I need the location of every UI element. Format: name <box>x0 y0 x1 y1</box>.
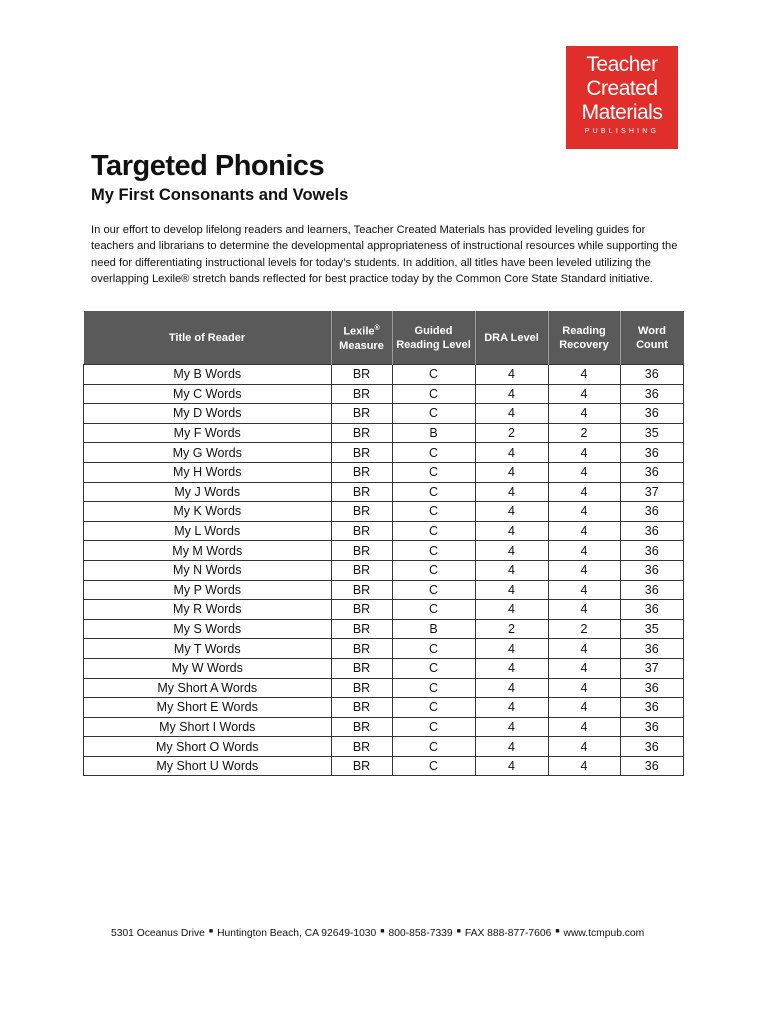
cell-title: My C Words <box>84 384 332 404</box>
cell-dra: 4 <box>475 698 548 718</box>
footer-separator: ■ <box>380 928 385 935</box>
cell-reading-recovery: 4 <box>548 541 620 561</box>
cell-dra: 4 <box>475 404 548 424</box>
table-body <box>84 365 684 776</box>
table-row <box>84 541 684 561</box>
table-row <box>84 384 684 404</box>
table-row <box>84 580 684 600</box>
cell-guided-reading: C <box>392 502 475 522</box>
cell-lexile: BR <box>331 698 392 718</box>
header-title-of-reader: Title of Reader <box>84 311 332 365</box>
cell-lexile: BR <box>331 619 392 639</box>
cell-title: My Short A Words <box>84 678 332 698</box>
cell-dra: 4 <box>475 580 548 600</box>
cell-reading-recovery: 4 <box>548 404 620 424</box>
cell-reading-recovery: 4 <box>548 462 620 482</box>
cell-word-count: 36 <box>620 717 684 737</box>
cell-title: My R Words <box>84 600 332 620</box>
cell-dra: 2 <box>475 619 548 639</box>
cell-word-count: 36 <box>620 365 684 385</box>
leveling-table <box>83 311 684 776</box>
cell-title: My N Words <box>84 560 332 580</box>
brand-line-2: Created <box>586 77 658 100</box>
cell-dra: 4 <box>475 560 548 580</box>
cell-word-count: 37 <box>620 658 684 678</box>
cell-title: My B Words <box>84 365 332 385</box>
cell-lexile: BR <box>331 737 392 757</box>
cell-title: My P Words <box>84 580 332 600</box>
cell-dra: 4 <box>475 717 548 737</box>
cell-reading-recovery: 4 <box>548 365 620 385</box>
table-row <box>84 443 684 463</box>
cell-reading-recovery: 2 <box>548 619 620 639</box>
cell-reading-recovery: 2 <box>548 423 620 443</box>
cell-guided-reading: C <box>392 678 475 698</box>
cell-title: My Short U Words <box>84 756 332 776</box>
intro-paragraph: In our effort to develop lifelong readers and learners, Teacher Created Materials has provided leveling guides for teachers and librarians to determine the developmental appropriateness of instructional resources while supporting the need for differentiating instructional levels for today’s students. In addition, all titles have been leveled utilizing the overlapping Lexile® stretch bands reflected for best practice today by the Common Core State Standard initiative. <box>91 224 678 286</box>
page-subtitle: My First Consonants and Vowels <box>91 186 349 204</box>
cell-title: My F Words <box>84 423 332 443</box>
footer-city: Huntington Beach, CA 92649-1030 <box>217 928 377 939</box>
cell-lexile: BR <box>331 580 392 600</box>
cell-title: My D Words <box>84 404 332 424</box>
table-row <box>84 639 684 659</box>
header-dra-level: DRA Level <box>475 311 548 365</box>
cell-guided-reading: C <box>392 521 475 541</box>
footer-address: 5301 Oceanus Drive <box>111 928 205 939</box>
cell-guided-reading: C <box>392 384 475 404</box>
cell-dra: 4 <box>475 384 548 404</box>
header-lexile <box>331 311 392 365</box>
registered-mark: ® <box>374 325 380 333</box>
cell-reading-recovery: 4 <box>548 678 620 698</box>
header-reading-recovery: Reading Recovery <box>548 311 620 365</box>
table-row <box>84 404 684 424</box>
cell-guided-reading: C <box>392 737 475 757</box>
header-guided-reading: Guided Reading Level <box>392 311 475 365</box>
table-row <box>84 560 684 580</box>
cell-word-count: 36 <box>620 541 684 561</box>
cell-guided-reading: C <box>392 560 475 580</box>
cell-title: My T Words <box>84 639 332 659</box>
cell-reading-recovery: 4 <box>548 384 620 404</box>
cell-title: My Short I Words <box>84 717 332 737</box>
table-row <box>84 482 684 502</box>
cell-lexile: BR <box>331 541 392 561</box>
table-row <box>84 423 684 443</box>
table-row <box>84 619 684 639</box>
cell-guided-reading: C <box>392 756 475 776</box>
cell-dra: 4 <box>475 482 548 502</box>
cell-reading-recovery: 4 <box>548 502 620 522</box>
cell-word-count: 36 <box>620 639 684 659</box>
cell-reading-recovery: 4 <box>548 658 620 678</box>
cell-lexile: BR <box>331 639 392 659</box>
cell-reading-recovery: 4 <box>548 521 620 541</box>
table-row <box>84 717 684 737</box>
cell-guided-reading: B <box>392 619 475 639</box>
table-row <box>84 698 684 718</box>
footer-separator: ■ <box>208 928 214 935</box>
cell-word-count: 35 <box>620 423 684 443</box>
cell-word-count: 36 <box>620 521 684 541</box>
cell-lexile: BR <box>331 717 392 737</box>
cell-lexile: BR <box>331 423 392 443</box>
cell-title: My L Words <box>84 521 332 541</box>
cell-reading-recovery: 4 <box>548 698 620 718</box>
cell-word-count: 37 <box>620 482 684 502</box>
cell-guided-reading: C <box>392 404 475 424</box>
cell-lexile: BR <box>331 560 392 580</box>
cell-dra: 2 <box>475 423 548 443</box>
cell-lexile: BR <box>331 521 392 541</box>
brand-line-1: Teacher <box>586 53 658 76</box>
cell-guided-reading: C <box>392 580 475 600</box>
cell-word-count: 36 <box>620 404 684 424</box>
cell-reading-recovery: 4 <box>548 600 620 620</box>
footer-separator: ■ <box>555 928 560 935</box>
header-word-count: Word Count <box>620 311 684 365</box>
cell-lexile: BR <box>331 482 392 502</box>
cell-reading-recovery: 4 <box>548 717 620 737</box>
cell-word-count: 36 <box>620 737 684 757</box>
brand-logo <box>566 46 678 149</box>
cell-dra: 4 <box>475 502 548 522</box>
table-row <box>84 756 684 776</box>
footer-phone: 800-858-7339 <box>388 928 453 939</box>
cell-guided-reading: C <box>392 717 475 737</box>
cell-dra: 4 <box>475 737 548 757</box>
footer-website: www.tcmpub.com <box>563 928 645 939</box>
cell-title: My G Words <box>84 443 332 463</box>
cell-dra: 4 <box>475 521 548 541</box>
footer-contact <box>111 928 644 939</box>
cell-lexile: BR <box>331 384 392 404</box>
header-lexile-measure: Measure <box>339 339 384 352</box>
footer-separator: ■ <box>456 928 461 935</box>
table-header-row <box>84 311 684 365</box>
cell-word-count: 36 <box>620 678 684 698</box>
cell-title: My H Words <box>84 462 332 482</box>
cell-dra: 4 <box>475 658 548 678</box>
cell-dra: 4 <box>475 541 548 561</box>
cell-lexile: BR <box>331 443 392 463</box>
cell-word-count: 36 <box>620 443 684 463</box>
cell-reading-recovery: 4 <box>548 737 620 757</box>
footer-fax: FAX 888-877-7606 <box>464 928 552 939</box>
cell-title: My S Words <box>84 619 332 639</box>
table-row <box>84 658 684 678</box>
table-row <box>84 737 684 757</box>
brand-line-3: Materials <box>581 101 663 124</box>
cell-dra: 4 <box>475 443 548 463</box>
cell-guided-reading: C <box>392 600 475 620</box>
cell-word-count: 36 <box>620 600 684 620</box>
cell-lexile: BR <box>331 756 392 776</box>
cell-lexile: BR <box>331 658 392 678</box>
cell-word-count: 36 <box>620 580 684 600</box>
cell-dra: 4 <box>475 365 548 385</box>
table-row <box>84 521 684 541</box>
cell-title: My M Words <box>84 541 332 561</box>
table-row <box>84 678 684 698</box>
cell-guided-reading: C <box>392 482 475 502</box>
cell-word-count: 36 <box>620 756 684 776</box>
cell-lexile: BR <box>331 502 392 522</box>
table-row <box>84 502 684 522</box>
cell-guided-reading: C <box>392 698 475 718</box>
cell-title: My K Words <box>84 502 332 522</box>
table-row <box>84 600 684 620</box>
cell-lexile: BR <box>331 678 392 698</box>
cell-guided-reading: B <box>392 423 475 443</box>
cell-dra: 4 <box>475 639 548 659</box>
cell-dra: 4 <box>475 678 548 698</box>
cell-lexile: BR <box>331 365 392 385</box>
cell-lexile: BR <box>331 462 392 482</box>
cell-title: My W Words <box>84 658 332 678</box>
cell-guided-reading: C <box>392 365 475 385</box>
cell-dra: 4 <box>475 462 548 482</box>
cell-dra: 4 <box>475 756 548 776</box>
cell-guided-reading: C <box>392 462 475 482</box>
cell-guided-reading: C <box>392 658 475 678</box>
cell-word-count: 35 <box>620 619 684 639</box>
cell-reading-recovery: 4 <box>548 482 620 502</box>
cell-reading-recovery: 4 <box>548 560 620 580</box>
brand-publishing: PUBLISHING <box>584 128 660 135</box>
cell-title: My Short E Words <box>84 698 332 718</box>
cell-guided-reading: C <box>392 541 475 561</box>
cell-guided-reading: C <box>392 443 475 463</box>
cell-reading-recovery: 4 <box>548 639 620 659</box>
cell-reading-recovery: 4 <box>548 756 620 776</box>
cell-guided-reading: C <box>392 639 475 659</box>
cell-reading-recovery: 4 <box>548 443 620 463</box>
header-lexile-label: Lexile <box>343 325 375 338</box>
cell-dra: 4 <box>475 600 548 620</box>
cell-lexile: BR <box>331 404 392 424</box>
cell-word-count: 36 <box>620 462 684 482</box>
cell-word-count: 36 <box>620 560 684 580</box>
table-row <box>84 365 684 385</box>
cell-lexile: BR <box>331 600 392 620</box>
cell-word-count: 36 <box>620 698 684 718</box>
cell-title: My Short O Words <box>84 737 332 757</box>
cell-title: My J Words <box>84 482 332 502</box>
page-title: Targeted Phonics <box>91 150 325 182</box>
cell-word-count: 36 <box>620 384 684 404</box>
cell-word-count: 36 <box>620 502 684 522</box>
cell-reading-recovery: 4 <box>548 580 620 600</box>
table-row <box>84 462 684 482</box>
